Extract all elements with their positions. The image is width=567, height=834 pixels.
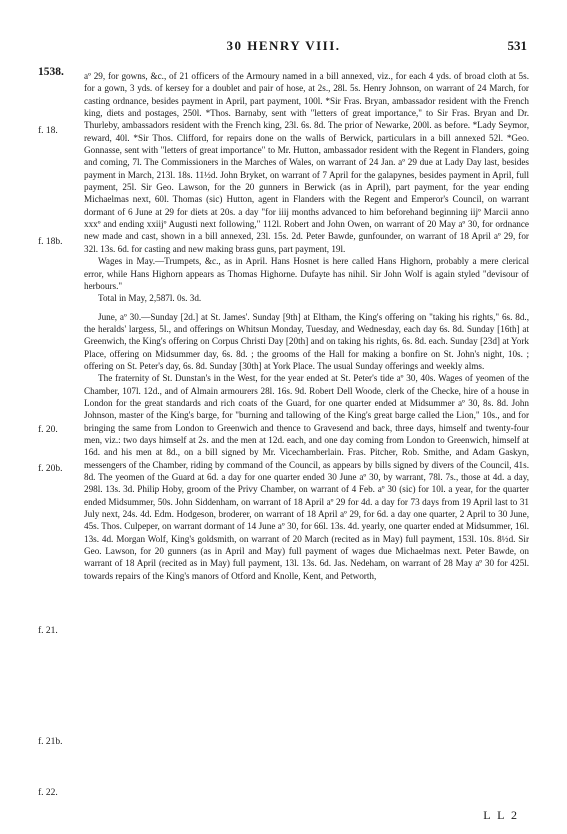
paragraph: The fraternity of St. Dunstan's in the West, for the year ended at St. Peter's tide aº 30, 40s. Wages of yeomen of the Chamber, 107l. 12d., and of Almain armourers 28l. 16s. 9d. Robert Dell Woode, clerk of the Checke, hire of a house in London for the great standards and rich coats of the Guard, for one quarter ended at Midsummer aº 30, 8s. 8d. John Johnson, master of the King's barge, for "burning and tallowing of the King's great barge called the Lion," 10s., and for bringing the same from London to Greenwich and thence to Gravesend and back, three days, himself and twenty-four men, viz.: two days himself at 2s. and the men at 12d. each, and one day coming from London to Greenwich, himself at 16d. and his men at 8d., on a bill signed by Mr. Vicechamberlain. Fras. Pitcher, Rob. Smithe, and Adam Gaskyn, messengers of the Chamber, riding by command of the Council, as appears by bills signed by divers of the Council, 41s. 8d. The yeomen of the Guard at 6d. a day for one quarter ended 30 June aº 30, by warrant, 78l. 7s., those at 4d. a day, 298l. 13s. 3d. Philip Hoby, groom of the Privy Chamber, on warrant of 4 Feb. aº 30 (sic) for 10l. a year, for the quarter ended Midsummer, 50s. John Siddenham, on warrant of 18 April aº 29 for 4d. a day for 73 days from 19 April last to 31 July next, 24s. 4d. Edm. Hodgeson, broderer, on warrant of 18 April aº 29, for 6d. a day one quarter, 2 April to 30 June, 45s. Thos. Culpeper, on warrant dormant of 14 June aº 30, for 66l. 13s. 4d. yearly, one quarter ended at Midsummer, 16l. 13s. 4d. Morgan Wolf, King's goldsmith, on warrant of 20 March (recited as in May) full payment, 153l. 10s. 8½d. Sir Geo. Lawson, for 20 gunners (as in April and May) full payment of wages due Michaelmas next. Peter Bawde, on warrant of 18 April (recited as in May) full payment, 13l. 13s. 6d. Jas. Nedeham, on warrant of 28 May aº 30 for 425l. towards repairs of the King's manors of Otford and Knolle, Kent, and Petworth, — [84, 373, 529, 581]
paragraph: aº 29, for gowns, &c., of 21 officers of the Armoury named in a bill annexed, viz., for each 4 yds. of broad cloth at 5s. for a gown, 3 yds. of kersey for a doublet and pair of hose, at 2s., 28l. 5s. Henry Johnson, on warrant of 24 March, for casting ordnance, besides payment in April, part payment, 100l. *Sir Fras. Bryan, ambassador resident with the French king, diets and postages, 250l. *Thos. Barnaby, sent with "letters of great importance," to Sir Fras. Bryan and Dr. Thurleby, ambassadors resident with the French king, 23l. 6s. 8d. The prior of Newarke, 200l. as before. *Lady Seymor, reward, 40l. *Sir Thos. Clifford, for repairs done on the walls of Berwick, particulars in a bill annexed 52l. *Geo. Gonnasse, sent with "letters of great importance" to Mr. Hutton, ambassador resident with the Regent in Flanders, going and coming, 7l. The Commissioners in the Marches of Wales, on warrant of 24 Jan. aº 29 due at Lady Day last, besides payment in March, 213l. 18s. 11½d. John Bryket, on warrant of 7 April for the galapynes, besides payment in April, full payment, 25l. Sir Geo. Lawson, for the 20 gunners in Berwick (as in April), part payment, for the year ending Michaelmas next, 60l. Thomas (sic) Hutton, agent in Flanders with the Regent and Emperor's Council, on warrant dormant of 6 June at 29 for diets at 20s. a day "for iiij months advanced to him beforehand beginning iijº Marcii anno xxxº and ending xxiijº Augusti next following," 112l. Robert and John Owen, on warrant of 20 May aº 30, for ordnance new made and cast, shown in a bill annexed, 23l. 15s. 2d. Peter Bawde, gunfounder, on warrant of 18 April aº 29, for 32l. 13s. 6d. for casting and new making brass guns, part payment, 19l. — [84, 71, 529, 254]
folio-note: f. 21b. — [38, 737, 63, 747]
paragraph: Wages in May.—Trumpets, &c., as in April. Hans Hosnet is here called Hans Highorn, probably a mere clerical error, while Hans Highorn appears as Thomas Highorne. Dufayte has nihil. Sir John Wolf is again styled "devisour of herbours." — [84, 256, 529, 291]
body-text — [84, 70, 529, 582]
running-title: 30 HENRY VIII. — [226, 38, 341, 53]
page-header — [0, 38, 567, 58]
page-number: 531 — [507, 38, 527, 53]
folio-note: f. 18. — [38, 126, 58, 136]
signature-mark: L L 2 — [483, 808, 519, 822]
paragraph: Total in May, 2,587l. 0s. 3d. — [98, 293, 202, 304]
folio-note: f. 22. — [38, 788, 58, 798]
year-heading: 1538. — [38, 66, 64, 78]
folio-note: f. 20b. — [38, 464, 63, 474]
paragraph: June, aº 30.—Sunday [2d.] at St. James'. Sunday [9th] at Eltham, the King's offering on "taking his rights," 6s. 8d., the heralds' largess, 5l., and offerings on Whitsun Monday, Tuesday, and Wednesday, each day 6s. 8d. Sunday [16th] at Greenwich, the King's offering on Corpus Christi Day [20th] and on taking his rights, 6s. 8d. each. Sunday [23d] at York Place, offering on Midsummer day, 6s. 8d. ; the grooms of the Hall for making a bonfire on St. John's night, 10s. ; offering on St. Peter's day, 6s. 8d. Sunday [30th] at York Place. The usual Sunday offerings and weekly alms. — [84, 311, 529, 371]
folio-note: f. 21. — [38, 626, 58, 636]
folio-note: f. 18b. — [38, 237, 63, 247]
folio-note: f. 20. — [38, 425, 58, 435]
